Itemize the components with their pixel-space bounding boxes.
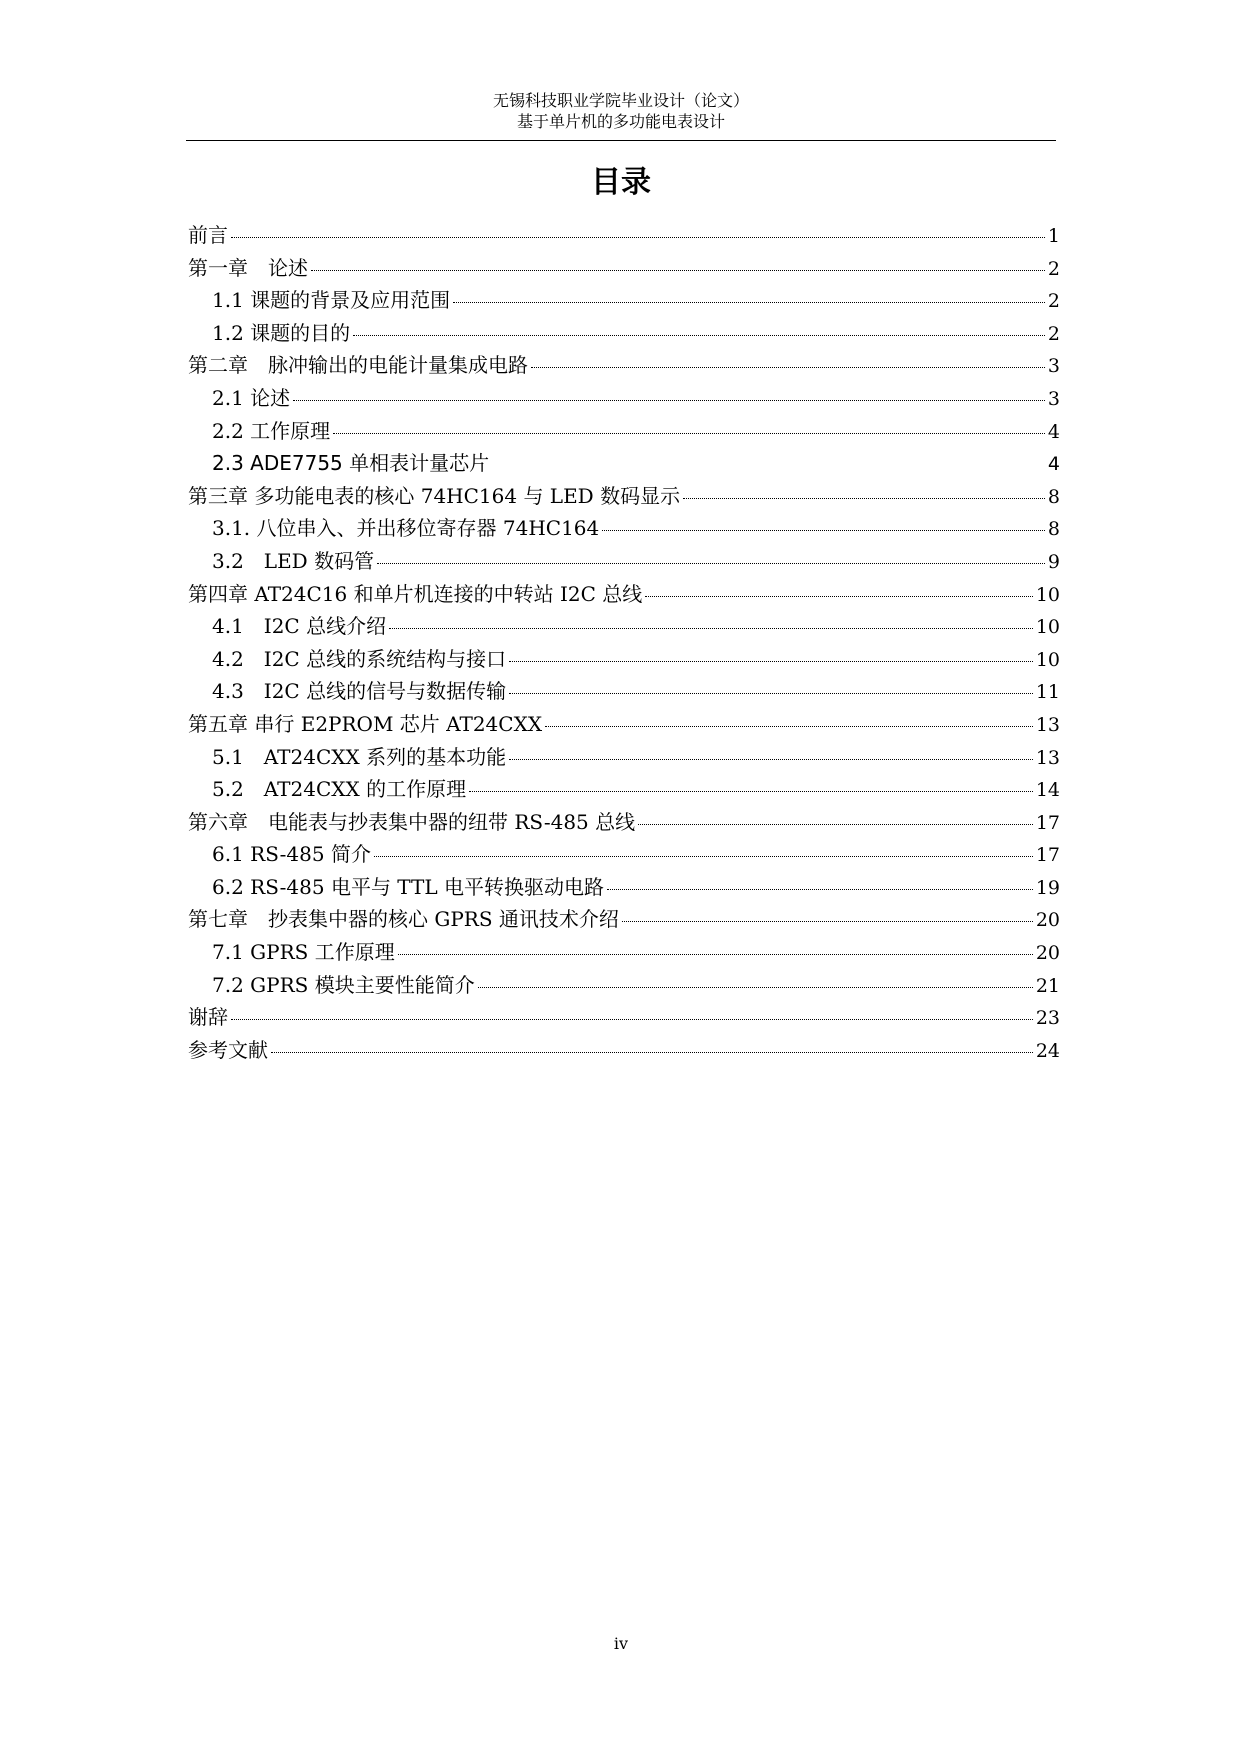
toc-entry-label: 1.1 课题的背景及应用范围 — [212, 288, 451, 313]
toc-dot-leader — [509, 759, 1033, 760]
toc-entry-page: 14 — [1035, 779, 1060, 802]
toc-entry-label: 第二章 脉冲输出的电能计量集成电路 — [188, 353, 528, 378]
toc-entry-page: 20 — [1035, 942, 1060, 965]
toc-entry-page: 2 — [1047, 322, 1060, 345]
toc-dot-leader — [602, 530, 1045, 531]
toc-dot-leader — [311, 270, 1045, 271]
toc-dot-leader — [353, 335, 1045, 336]
toc-dot-leader — [545, 726, 1033, 727]
toc-entry[interactable] — [188, 675, 1060, 708]
toc-entry[interactable] — [188, 415, 1060, 448]
toc-dot-leader — [607, 889, 1033, 890]
toc-entry-label: 参考文献 — [188, 1037, 268, 1062]
toc-entry[interactable] — [188, 1034, 1060, 1067]
toc-entry-page: 13 — [1035, 713, 1060, 736]
toc-entry-page: 21 — [1035, 974, 1060, 997]
toc-entry-label: 6.2 RS-485 电平与 TTL 电平转换驱动电路 — [212, 874, 604, 899]
toc-entry-page: 4 — [1047, 453, 1060, 476]
toc-entry-page: 4 — [1047, 420, 1060, 443]
toc-entry-page: 2 — [1047, 290, 1060, 313]
toc-entry[interactable] — [188, 512, 1060, 545]
toc-entry[interactable] — [188, 806, 1060, 839]
toc-entry[interactable] — [188, 219, 1060, 252]
toc-entry-page: 8 — [1047, 485, 1060, 508]
toc-dot-leader — [622, 921, 1033, 922]
toc-entry-label: 6.1 RS-485 简介 — [212, 842, 371, 867]
toc-entry-label: 第三章 多功能电表的核心 74HC164 与 LED 数码显示 — [188, 483, 681, 508]
toc-entry[interactable] — [188, 545, 1060, 578]
toc-entry[interactable] — [188, 447, 1060, 480]
toc-entry-page: 20 — [1035, 909, 1060, 932]
toc-entry[interactable] — [188, 643, 1060, 676]
toc-title: 目录 — [591, 165, 651, 200]
toc-entry-label: 4.1 I2C 总线介绍 — [212, 614, 387, 639]
toc-dot-leader — [638, 824, 1033, 825]
header-divider — [186, 140, 1056, 141]
toc-entry-page: 10 — [1035, 583, 1060, 606]
toc-entry-label: 1.2 课题的目的 — [212, 320, 351, 345]
toc-entry-label: 2.1 论述 — [212, 385, 291, 410]
toc-entry-page: 19 — [1035, 876, 1060, 899]
toc-entry[interactable] — [188, 773, 1060, 806]
toc-entry-label: 2.2 工作原理 — [212, 418, 331, 443]
toc-entry-page: 8 — [1047, 518, 1060, 541]
toc-dot-leader — [683, 498, 1045, 499]
toc-entry[interactable] — [188, 349, 1060, 382]
toc-entry-page: 24 — [1035, 1039, 1060, 1062]
toc-entry-label: 第五章 串行 E2PROM 芯片 AT24CXX — [188, 711, 543, 736]
toc-entry[interactable] — [188, 252, 1060, 285]
toc-entry-page: 23 — [1035, 1007, 1060, 1030]
toc-entry[interactable] — [188, 871, 1060, 904]
toc-entry-label: 第六章 电能表与抄表集中器的纽带 RS-485 总线 — [188, 809, 636, 834]
toc-entry-page: 2 — [1047, 257, 1060, 280]
toc-dot-leader — [453, 302, 1045, 303]
toc-entry-page: 13 — [1035, 746, 1060, 769]
header-thesis-title: 基于单片机的多功能电表设计 — [516, 112, 725, 131]
table-of-contents — [188, 219, 1060, 1066]
toc-dot-leader — [389, 628, 1033, 629]
toc-entry-page: 3 — [1047, 387, 1060, 410]
toc-entry[interactable] — [188, 969, 1060, 1002]
toc-dot-leader — [469, 791, 1033, 792]
toc-entry-label: 5.2 AT24CXX 的工作原理 — [212, 777, 467, 802]
toc-entry[interactable] — [188, 480, 1060, 513]
toc-dot-leader — [333, 433, 1045, 434]
toc-entry-label: 7.1 GPRS 工作原理 — [212, 940, 395, 965]
toc-entry[interactable] — [188, 284, 1060, 317]
toc-entry-label: 前言 — [188, 223, 228, 247]
toc-entry[interactable] — [188, 382, 1060, 415]
toc-dot-leader — [293, 400, 1045, 401]
toc-entry[interactable] — [188, 741, 1060, 774]
toc-dot-leader — [645, 596, 1033, 597]
toc-entry[interactable] — [188, 708, 1060, 741]
toc-dot-leader — [377, 563, 1045, 564]
toc-entry-label: 3.2 LED 数码管 — [212, 548, 375, 573]
toc-entry-page: 3 — [1047, 355, 1060, 378]
toc-entry-label: 2.3 ADE7755 单相表计量芯片 — [212, 451, 490, 476]
toc-entry[interactable] — [188, 578, 1060, 611]
toc-entry-label: 第一章 论述 — [188, 255, 308, 280]
toc-dot-leader — [509, 693, 1033, 694]
toc-dot-leader — [374, 856, 1033, 857]
toc-entry-label: 第四章 AT24C16 和单片机连接的中转站 I2C 总线 — [188, 581, 643, 606]
toc-entry[interactable] — [188, 838, 1060, 871]
toc-entry-page: 17 — [1035, 811, 1060, 834]
toc-entry-page: 11 — [1035, 681, 1060, 704]
toc-entry-label: 谢辞 — [188, 1005, 228, 1030]
toc-entry-label: 4.3 I2C 总线的信号与数据传输 — [212, 679, 507, 704]
toc-dot-leader — [478, 987, 1033, 988]
toc-dot-leader — [231, 237, 1045, 238]
header-school-title: 无锡科技职业学院毕业设计（论文） — [492, 91, 749, 110]
toc-entry-page: 10 — [1035, 648, 1060, 671]
page-number: iv — [613, 1634, 629, 1653]
toc-entry-page: 10 — [1035, 616, 1060, 639]
toc-entry-label: 4.2 I2C 总线的系统结构与接口 — [212, 646, 507, 671]
toc-entry-label: 3.1. 八位串入、并出移位寄存器 74HC164 — [212, 516, 600, 541]
toc-entry[interactable] — [188, 903, 1060, 936]
toc-entry-page: 9 — [1047, 550, 1060, 573]
toc-entry[interactable] — [188, 1001, 1060, 1034]
toc-dot-leader — [398, 954, 1033, 955]
toc-dot-leader — [509, 661, 1033, 662]
toc-entry[interactable] — [188, 317, 1060, 350]
toc-entry[interactable] — [188, 936, 1060, 969]
toc-dot-leader — [231, 1019, 1033, 1020]
toc-entry-label: 第七章 抄表集中器的核心 GPRS 通讯技术介绍 — [188, 907, 619, 932]
toc-entry[interactable] — [188, 610, 1060, 643]
toc-entry-page: 1 — [1047, 225, 1060, 247]
toc-entry-page: 17 — [1035, 844, 1060, 867]
toc-dot-leader — [271, 1052, 1033, 1053]
toc-dot-leader — [531, 367, 1045, 368]
page-header — [186, 90, 1056, 132]
toc-entry-label: 7.2 GPRS 模块主要性能简介 — [212, 972, 475, 997]
toc-entry-label: 5.1 AT24CXX 系列的基本功能 — [212, 744, 507, 769]
